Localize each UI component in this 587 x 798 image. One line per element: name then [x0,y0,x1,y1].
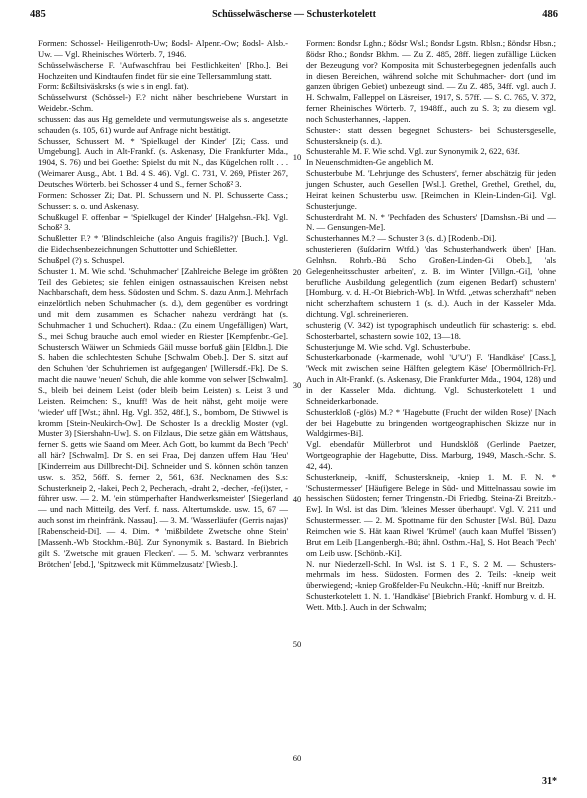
entry-paragraph: Schusterdraht M. N. * 'Pechfaden des Schusters' [Damshsn.-Bi und — N. — Gensungen-Me]. [306,211,556,233]
entry-paragraph: Schusterkneip, -kniff, Schusterskneip, -kniep 1. M. F. N. * 'Schustermesser' [Häufigere Belege in Süd- und Mittelnassau sowie im hessischen Südosten; ferner Tringenstn.-Di Friedbg. Steinа-Zi Breitzb.-Ew]. In Wsl. ist das Dim. 'kleines Messer überhaupt'. Vgl. V. 211 und Schustermesser. — 2. M. Spottname für den Schuster [Wsl. Bü]. Dazu Reimchen wie S. Hät kaan Riwel 'Krümel' (auch kaan Muffel 'Bissen') Brut em Leib [Langenbergh.-Bü; ähnl. Osthm.-Ha], S. Hot Beach 'Pech' om Leib usw. [Schönb.-Ki]. [306,471,556,558]
entry-paragraph: Vgl. ebendafür Müllerbrot und Hundsklöß (Gerlinde Paetzer, Wortgeographie der Hagebutte, Diss. Marburg, 1949, Masch.-Schr. S. 42, 44). [306,439,556,471]
entry-paragraph: In Neuenschmidten-Ge angeblich M. [306,157,434,168]
page-header [30,9,558,23]
line-number: 50 [292,639,302,649]
entry-paragraph: schussen: das aus Hg gemeldete und vermutungsweise als s. angesetzte schauden (s. 105, 61) wurde auf Anfrage nicht bestätigt. [38,113,288,135]
entry-paragraph: Schüsselwurst (Schössel-) F.? nicht näher beschriebene Wurstart in Weidebr.-Schm. [38,92,288,114]
entry-paragraph: Schusterahle M. F. Wie schd. Vgl. zur Synonymik 2, 622, 63f. [306,146,520,157]
entry-paragraph: Schusterbube M. 'Lehrjunge des Schusters', ferner abschätzig für jeden jungen Schuster, auch Gesellen [Wsl.]. Grethel, Grethel, Grethel, du, Heirat keinen Schusterbu usw. [Reimchen in Klein-Linden-Gi]. Vgl. Schusterjunge. [306,168,556,211]
line-number: 30 [292,380,302,390]
right-column [306,38,556,613]
entry-paragraph: Form: ßcßiltsiväskrsks (s wie s in engl. fat). [38,81,189,92]
entry-paragraph: Schußletter F.? * 'Blindschleiche (also Anguis fragilis?)' [Buch.]. Vgl. die Eidechsenbezeichnungen Schuttotter und Schießletter. [38,233,288,255]
entry-paragraph: Formen: Schossel- Heiligenroth-Uw; ßodsl- Alpenr.-Ow; ßodsl- Alsb.-Uw. — Vgl. Rheinisches Wörterb. 7, 1946. [38,38,288,59]
entry-paragraph: Schuster 1. M. Wie schd. 'Schuhmacher' [Zahlreiche Belege im größten Teil des Gebietes; sie fehlen einigen ostnassauischen Kreisen nebst Nachbarschaft, dem hess. Südosten und Schm. S. dazu Anm.]. Mehrfach einzelörtlich neben Schuhmacher (s. d.), dem gegenüber es vordringt und mit dem zusammen es Schacher nahezu verdrängt hat (s. Schuhmacher 1 und Schuchert). Rdaa.: (Zu einem Ungefälligen) Wart, S., mei Schug brauche auch emol wieder en Riester [Kempfenbr.-Ge]. Schustersch Wäiwer un Schmieds Gäil musse borfuß gäin [Eldbn.]. Die S. haben die schlechtesten Schuhe [Schwalm Obeb.]. Der S. sitzt auf den Schuhen 'der Schuhriemen ist aufgegangen' [Willersdf.-Fk]. De S. macht die nauwe 'neuen' Schuh, die ahle komme von selwer [Schwalm]. S., bleib bei deinem Leist (oder bleib beim Leisten) s. Leist 3 und Leisten. Reimchen: S., knuff! Was de heit nähst, geht moije were 'wieder' uff [Wst.; ähnl. Hg. Vgl. 352, 48f.], S., bombom, De Stiwwel is kromm [Stein-Neukirch-Ow]. De Schoster Is a drecklig Moster (vgl. Muster 3) [Siershahn-Uw]. S. on Filzlaus, Die setze gään em Wättshaus, ferner S. getts wie Saand om Meer. Ach Gott, bo kummt da Bech 'Pech' all här? [Schwalm]. Dr S. en sei Fraa, Dej danzen uffem Hau 'Heu' [Kinderreim aus Dillbrecht-Di]. Schneider und S. können schön tanzen usw. s. 352, 56ff. S. ferner 2, 561, 63f. Necknamen des S.s: Schusterkneip 2, -lakei, Pech 2, Pecherach, -draht 2, -decher, -fe(i)ster, -führer usw. — 2. M. 'ein stümperhafter Handwerksmeister' [Siegerland — und nach Mitteilg. des Verf. f. nass. Altertumskde. usw. 15, 67 — auch sonst im rheinfränk. Nassau]. — 3. M. 'Wasserläufer (Gerris najas)' [Rabenscheid-Di]. — 4. Dim. * 'mißbildete Zwetsche ohne Stein' [Massenh.-Wb Stockhm.-Bü]. Zur Synonymik s. Bastard. In Biebrich gilt S. 'Zwetsche mit grauen Flecken'. — 5. M. 'schwarz verbranntes Brötchen' [ebd.], 'Spitzweck mit Kümmelzusatz' [Wiesb.]. [38,265,288,569]
running-title: Schüsselwäscherse — Schusterkotelett [212,9,376,20]
entry-paragraph: Schusterkarbonade (-karmenade, wohl '∪'∪') F. 'Handkäse' [Cass.], 'Weck mit zwischen seine Hälften gelegtem Käse' [Obermöllrich-Fr]. Auch in Alt-Frankf. (s. Askenasy, Die Frankfurter Mda., 1904, 128) und in der Kasseler Mda. dichtung. Vgl. Schusterkotelett 1 und Schneiderkarbonade. [306,352,556,406]
entry-paragraph: Formen: ßondsr Lghn.; ßödsr Wsl.; ßondsr Lgstn. Rblsn.; ßöndsr Hbsn.; ßödsr Rho.; ßondsr Bkhm. — Zu Z. 485, 28ff. liegen zufällige Lücken der Bezeugung vor? Komposita mit Schusterbegegnen jedenfalls auch in diesen Bereichen, während solche mit Schuhmacher- dort (und im ganzen übrigen Gebiet) unbezeugt sind. — Zu Z. 485, 34ff. vgl. auch J. H. Schwalm, Falleppel on Läsreiser, 1917, S. 57ff. — S. C. 765, V. 372, ferner Rheinisches Wörterb. 7, 1948ff., auch zu S. 3; zu diesem vgl. noch Schusterhannes, -lappen. [306,38,556,124]
entry-paragraph: Schußkugel F. offenbar = 'Spielkugel der Kinder' [Halgehsn.-Fk]. Vgl. Schoß² 3. [38,211,288,233]
entry-paragraph: Schusterhannes M.? — Schuster 3 (s. d.) [Rodenb.-Di]. [306,233,497,244]
entry-paragraph: Schusterjunge M. Wie schd. Vgl. Schusterbube. [306,341,471,352]
line-number: 10 [292,152,302,162]
entry-paragraph: Formen: Schosser Zi; Dat. Pl. Schussern und N. Pl. Schusserte Cass.; Schusser: s. o. und Askenasy. [38,189,288,211]
entry-paragraph: schusterieren (šuſdərirn Wtfd.) 'das Schusterhandwerk üben' [Han. Gelnhsn. Rohrb.-Bü Scho Großen-Linden-Gi Obeb.], 'als Gelegenheitsschuster arbeiten', z. B. im Winter [Villgn.-Gi], 'ohne berufliche Ausbildung gelegentlich (zum eigenen Bedarf) schustern' [Homburg. v. d. H.-Ot Biebrich-Wb]. In Wtfd. „etwas scherzhaft“ neben nicht scherzhaftem schustern 1 (s. d.). Auch in der Kasseler Mda. dichtung. Vgl. schreinerieren. [306,244,556,320]
signature-mark: 31* [542,776,557,787]
entry-paragraph: N. nur Niederzell-Schl. In Wsl. ist S. 1 F., S. 2 M. — Schusters- mehrmals im hess. Südosten. Formen des 2. Teils: -kneip weit überwiegend; -kniep Großfelder-Fu Neukchn.-Hü; -kniff nur Breitzb. [306,558,556,591]
entry-paragraph: Schusterkloß (-glös) M.? * 'Hagebutte (Frucht der wilden Rose)' [Nach der bei Hagebutte zu bringenden wortgeographischen Skizze nur in Waldgirmes-Bi]. [306,406,556,439]
page-number-left: 485 [30,9,46,20]
line-number: 20 [292,267,302,277]
left-column [38,38,288,569]
entry-paragraph: Schuster-: statt dessen begegnet Schusters- bei Schustersgeselle, Schusterskneip (s. d.). [306,124,556,146]
entry-paragraph: schusterig (V. 342) ist typographisch undeutlich für schasterig: s. ebd. Schosterbartel, schastern sowie 102, 13—18. [306,319,556,341]
entry-paragraph: Schüsselwäscherse F. 'Aufwaschfrau bei Festlichkeiten' [Rho.]. Bei Hochzeiten und Kindtaufen findet für sie eine Tellersammlung statt. [38,59,288,81]
entry-paragraph: Schußpel (?) s. Schuspel. [38,254,125,265]
entry-paragraph: Schusterkotelett 1. N. 1. 'Handkäse' [Biebrich Frankf. Homburg v. d. H. Wett. Mtb.]. Auch in der Schwalm; [306,591,556,612]
line-number: 40 [292,494,302,504]
page-number-right: 486 [542,9,558,20]
line-number: 60 [292,753,302,763]
entry-paragraph: Schusser, Schussert M. * 'Spielkugel der Kinder' [Zi; Cass. und Umgebung]. Auch in Alt-Frankf. (s. Askenasy, Die Frankfurter Mda., 1904, S. 76) und bei Goethe: Spielst du mit N., das Kügelchen rollt . . . (Weimarer Ausg., Abt. 1 Bd. 4 S. 46). Vgl. C. 731, V. 269, Pfister 267, Deutsches Wörterb. bei Schosser 4 und S., ferner Schoß² 3. [38,135,288,189]
